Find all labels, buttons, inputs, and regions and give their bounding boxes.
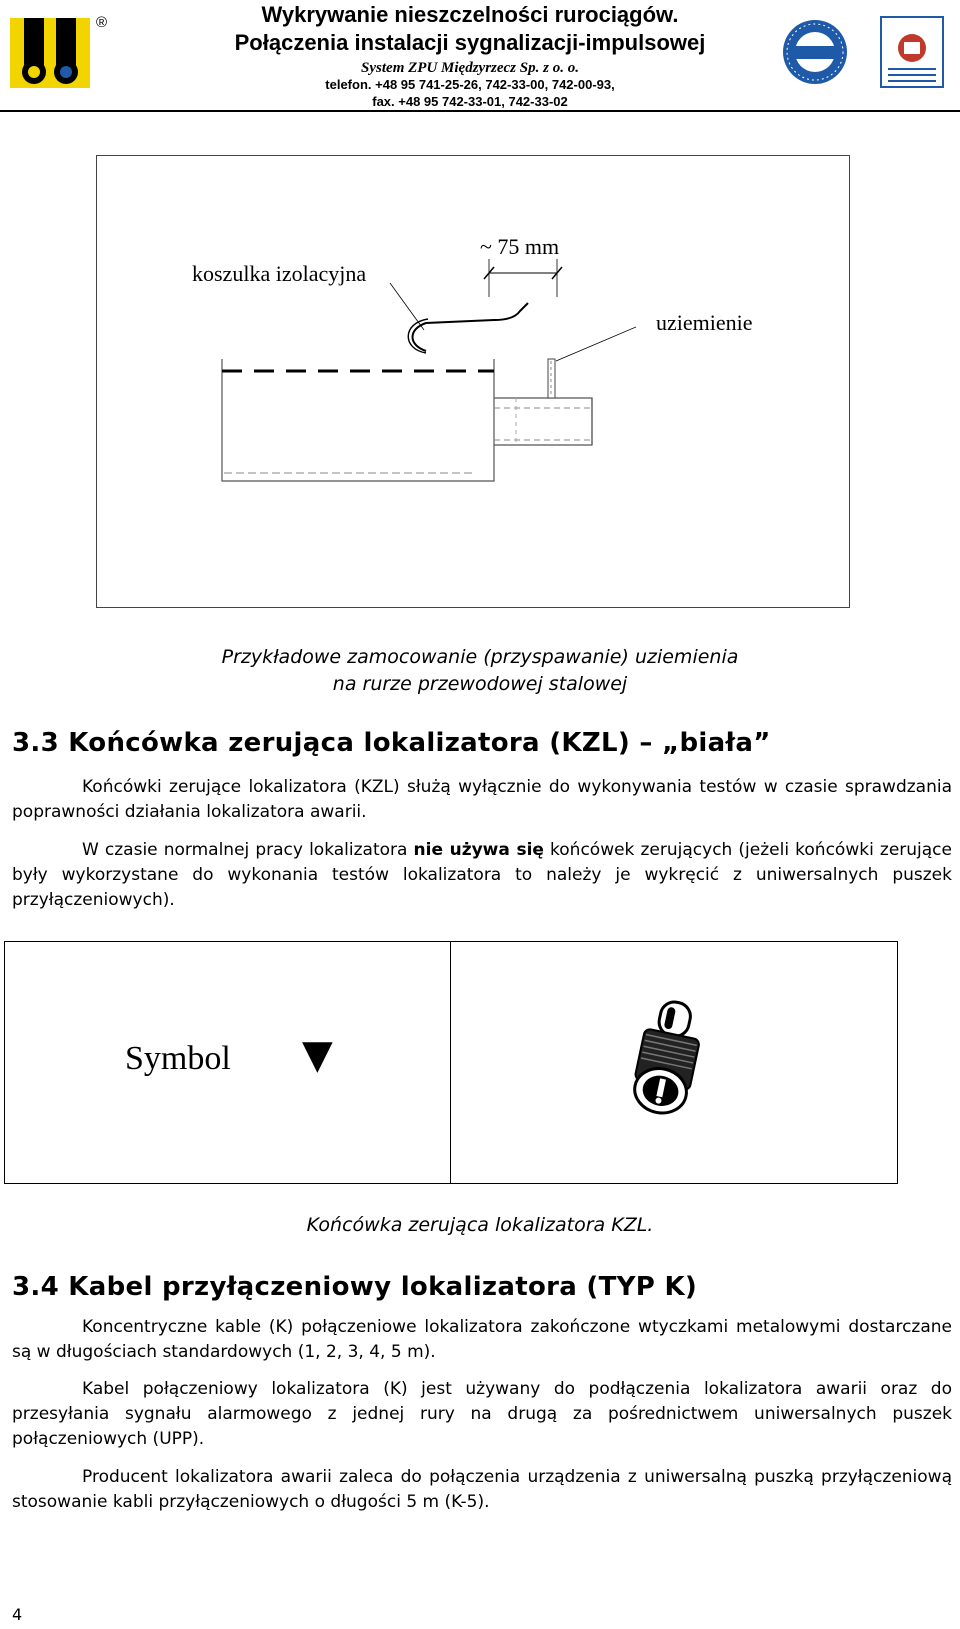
label-dimension-75mm: ~ 75 mm — [480, 234, 560, 259]
section-3-4-paragraph-3: Producent lokalizatora awarii zaleca do połączenia urządzenia z uniwersalną puszką przyłączeniową stosowanie kabli przyłączeniowych o długości 5 m (K-5). — [12, 1467, 952, 1512]
grounding-drawing — [96, 155, 850, 608]
quality-system-certificate-logo — [880, 16, 944, 88]
header-phone: telefon. +48 95 741-25-26, 742-33-00, 742-00-93, — [325, 77, 615, 92]
figure1-caption-line2: na rurze przewodowej stalowej — [332, 673, 628, 695]
section-3-4-paragraph-2: Kabel połączeniowy lokalizatora (K) jest używany do podłączenia lokalizatora awarii oraz do przesyłania sygnału alarmowego z jednej rury na drugą za pośrednictwem uniwersalnych puszek połączeniowych (UPP). — [12, 1379, 952, 1449]
header-fax: fax. +48 95 742-33-01, 742-33-02 — [372, 94, 568, 109]
header-title-line1: Wykrywanie nieszczelności rurociągów. — [261, 2, 679, 27]
header-company: System ZPU Międzyrzecz Sp. z o. o. — [361, 60, 579, 76]
section-3-3-paragraph-1: Końcówki zerujące lokalizatora (KZL) służą wyłącznie do wykonywania testów w czasie sprawdzania poprawności działania lokalizatora awarii. — [12, 777, 952, 822]
section-3-3-heading: 3.3 Końcówka zerująca lokalizatora (KZL) – „biała” — [12, 728, 771, 758]
header-title-line2: Połączenia instalacji sygnalizacji-impulsowej — [234, 30, 706, 55]
symbol-label: Symbol — [125, 1040, 231, 1077]
label-grounding: uziemienie — [656, 310, 753, 335]
symbol-table-divider — [450, 941, 451, 1184]
symbol-caption: Końcówka zerująca lokalizatora KZL. — [306, 1214, 654, 1236]
emphasis-not-used: nie używa się — [413, 840, 544, 860]
section-3-3-paragraph-2: W czasie normalnej pracy lokalizatora nie używa się końcówek zerujących (jeżeli końcówki zerujące były wykorzystane do wykonania testów lokalizatora to należy je wykręcić z uniwersalnych puszek przyłączeniowych). — [12, 840, 952, 910]
figure1-caption-line1: Przykładowe zamocowanie (przyspawanie) uziemienia — [221, 646, 739, 668]
zeroing-terminal-symbol-icon: ▼ — [302, 1032, 333, 1078]
header-rule — [0, 110, 960, 112]
label-insulating-sleeve: koszulka izolacyjna — [192, 261, 367, 286]
company-logo — [10, 18, 90, 88]
page-number: 4 — [12, 1605, 23, 1624]
iqnet-certificate-logo — [782, 18, 848, 86]
section-3-4-paragraph-1: Koncentryczne kable (K) połączeniowe lokalizatora zakończone wtyczkami metalowymi dostarczane są w długościach standardowych (1, 2, 3, 4, 5 m). — [12, 1317, 952, 1362]
section-3-4-heading: 3.4 Kabel przyłączeniowy lokalizatora (TYP K) — [12, 1272, 698, 1302]
zeroing-terminal-illustration — [628, 996, 712, 1116]
registered-mark: ® — [96, 14, 108, 31]
